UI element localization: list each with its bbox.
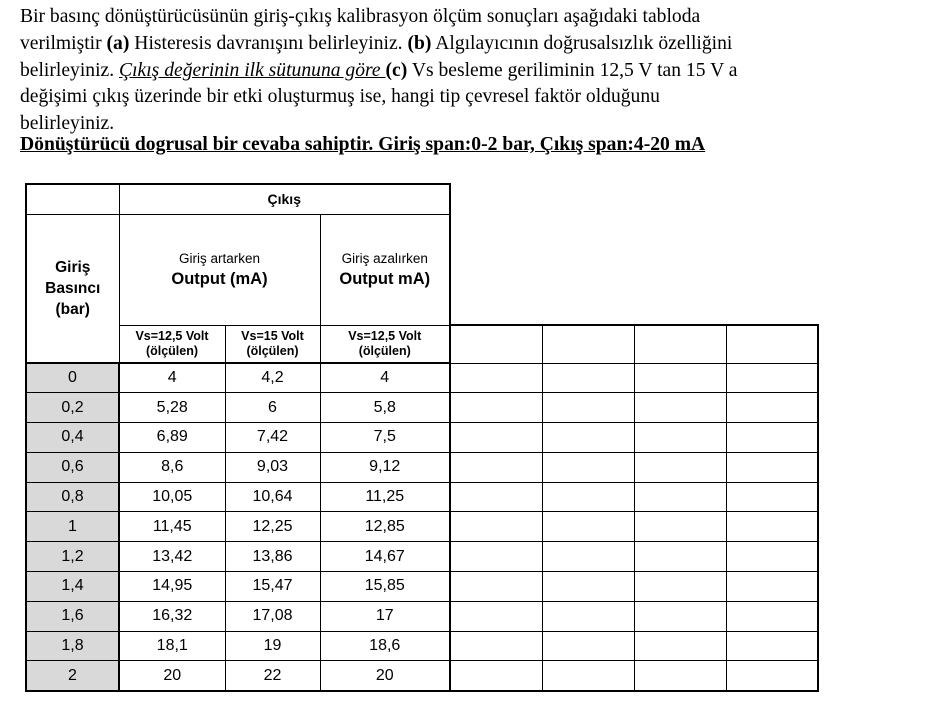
vs-12-5-decreasing-cell: 14,67 xyxy=(320,542,450,572)
empty-cell xyxy=(450,363,542,393)
empty-cell xyxy=(542,393,634,423)
empty-cell xyxy=(634,601,726,631)
table-row xyxy=(26,452,818,482)
input-pressure-cell: 0,8 xyxy=(26,482,119,512)
vs-15-increasing-cell: 6 xyxy=(225,393,320,423)
vs-15-increasing-cell: 4,2 xyxy=(225,363,320,393)
empty-cell xyxy=(726,601,818,631)
empty-cell xyxy=(634,631,726,661)
part-a-label: (a) xyxy=(106,32,130,54)
empty-cell xyxy=(450,393,542,423)
first-column-note: Çıkış değerinin ilk sütununa göre xyxy=(119,59,386,81)
input-pressure-cell: 1,4 xyxy=(26,572,119,602)
empty-cell xyxy=(634,423,726,453)
vs-12-5-increasing-cell: 6,89 xyxy=(119,423,225,453)
table-row xyxy=(26,393,818,423)
empty-cell xyxy=(450,631,542,661)
table-row xyxy=(26,363,818,393)
vs-12-5-decreasing-cell: 9,12 xyxy=(320,452,450,482)
empty-cell xyxy=(542,631,634,661)
empty-cell xyxy=(542,512,634,542)
vs-12-5-increasing-cell: 11,45 xyxy=(119,512,225,542)
vs-15-increasing-cell: 22 xyxy=(225,661,320,691)
empty-cell xyxy=(634,452,726,482)
vs-12-5-decreasing-cell: 11,25 xyxy=(320,482,450,512)
vs-15-increasing-cell: 13,86 xyxy=(225,542,320,572)
vs-15-increasing-cell: 10,64 xyxy=(225,482,320,512)
empty-cell xyxy=(542,572,634,602)
empty-cell xyxy=(726,661,818,691)
input-pressure-cell: 1 xyxy=(26,512,119,542)
input-pressure-cell: 0,2 xyxy=(26,393,119,423)
part-c-label: (c) xyxy=(385,59,408,81)
empty-cell xyxy=(542,542,634,572)
vs-15-increasing-cell: 7,42 xyxy=(225,423,320,453)
question-text xyxy=(20,4,920,138)
table-row xyxy=(26,423,818,453)
vs-12-5-decreasing-cell: 20 xyxy=(320,661,450,691)
empty-cell xyxy=(542,363,634,393)
empty-cell xyxy=(634,325,726,363)
empty-cell xyxy=(542,423,634,453)
vs-15-increasing-cell: 17,08 xyxy=(225,601,320,631)
vs-12-5-increasing-cell: 8,6 xyxy=(119,452,225,482)
input-pressure-cell: 1,2 xyxy=(26,542,119,572)
empty-cell xyxy=(634,482,726,512)
input-pressure-cell: 1,8 xyxy=(26,631,119,661)
empty-cell xyxy=(726,512,818,542)
empty-cell xyxy=(726,542,818,572)
empty-cell xyxy=(634,542,726,572)
question-line-5: belirleyiniz. xyxy=(20,113,115,135)
vs-12-5-decreasing-cell: 5,8 xyxy=(320,393,450,423)
table-row xyxy=(26,512,818,542)
vs-12-5-decreasing-cell: 12,85 xyxy=(320,512,450,542)
question-line-2: verilmiştir (a) Histeresis davranışını belirleyiniz. (b) Algılayıcının doğrusalsızlık özelliğini xyxy=(20,32,733,54)
vs-12-5-decreasing-cell: 15,85 xyxy=(320,572,450,602)
vs-15-increasing-cell: 19 xyxy=(225,631,320,661)
vs-12-5-decreasing-cell: 7,5 xyxy=(320,423,450,453)
empty-cell xyxy=(542,482,634,512)
question-line-1: Bir basınç dönüştürücüsünün giriş-çıkış kalibrasyon ölçüm sonuçları aşağıdaki tabloda xyxy=(20,6,701,27)
blank-corner-cell xyxy=(26,184,119,214)
table-row xyxy=(26,542,818,572)
empty-cell xyxy=(450,325,542,363)
table-row xyxy=(26,661,818,691)
table-row xyxy=(26,631,818,661)
empty-cell xyxy=(726,482,818,512)
table-row xyxy=(26,482,818,512)
vs-12-5-increasing-cell: 20 xyxy=(119,661,225,691)
decreasing-header: Giriş azalırken Output mA) xyxy=(320,214,450,325)
empty-cell xyxy=(542,601,634,631)
question-line-4: değişimi çıkış üzerinde bir etki oluşturmuş ise, hangi tip çevresel faktör olduğunu xyxy=(20,86,660,108)
empty-cell xyxy=(726,423,818,453)
empty-cell xyxy=(450,512,542,542)
empty-cell xyxy=(726,393,818,423)
empty-cell xyxy=(450,661,542,691)
vs-12-5-increasing-cell: 14,95 xyxy=(119,572,225,602)
input-pressure-cell: 2 xyxy=(26,661,119,691)
vs-15-increasing-header: Vs=15 Volt (ölçülen) xyxy=(225,325,320,363)
empty-cell xyxy=(634,363,726,393)
part-b-label: (b) xyxy=(407,32,432,54)
empty-cell xyxy=(634,393,726,423)
input-pressure-cell: 0,6 xyxy=(26,452,119,482)
empty-cell xyxy=(450,601,542,631)
empty-cell xyxy=(542,452,634,482)
empty-cell xyxy=(634,572,726,602)
vs-12-5-decreasing-header: Vs=12,5 Volt (ölçülen) xyxy=(320,325,450,363)
vs-15-increasing-cell: 12,25 xyxy=(225,512,320,542)
input-pressure-header: Giriş Basıncı (bar) xyxy=(26,214,119,363)
empty-cell xyxy=(634,661,726,691)
vs-15-increasing-cell: 9,03 xyxy=(225,452,320,482)
empty-cell xyxy=(726,452,818,482)
increasing-header: Giriş artarken Output (mA) xyxy=(119,214,320,325)
input-pressure-cell: 0,4 xyxy=(26,423,119,453)
empty-cell xyxy=(726,572,818,602)
vs-12-5-increasing-cell: 18,1 xyxy=(119,631,225,661)
question-line-3: belirleyiniz. Çıkış değerinin ilk sütununa göre (c) Vs besleme geriliminin 12,5 V tan 15 V a xyxy=(20,59,738,81)
empty-cell xyxy=(726,325,818,363)
vs-12-5-increasing-cell: 5,28 xyxy=(119,393,225,423)
output-header: Çıkış xyxy=(119,184,450,214)
vs-12-5-increasing-cell: 10,05 xyxy=(119,482,225,512)
linear-response-note: Dönüştürücü dogrusal bir cevaba sahiptir. Giriş span:0-2 bar, Çıkış span:4-20 mA xyxy=(20,134,706,155)
input-pressure-cell: 0 xyxy=(26,363,119,393)
empty-cell xyxy=(450,423,542,453)
vs-12-5-decreasing-cell: 17 xyxy=(320,601,450,631)
empty-cell xyxy=(450,572,542,602)
input-pressure-cell: 1,6 xyxy=(26,601,119,631)
vs-12-5-increasing-cell: 16,32 xyxy=(119,601,225,631)
empty-cell xyxy=(726,363,818,393)
vs-12-5-decreasing-cell: 18,6 xyxy=(320,631,450,661)
empty-cell xyxy=(726,631,818,661)
empty-cell xyxy=(450,542,542,572)
empty-cell xyxy=(450,452,542,482)
vs-15-increasing-cell: 15,47 xyxy=(225,572,320,602)
empty-cell xyxy=(634,512,726,542)
empty-cell xyxy=(450,482,542,512)
table-row xyxy=(26,601,818,631)
vs-12-5-decreasing-cell: 4 xyxy=(320,363,450,393)
empty-cell xyxy=(542,661,634,691)
empty-cell xyxy=(542,325,634,363)
table-row xyxy=(26,572,818,602)
vs-12-5-increasing-cell: 13,42 xyxy=(119,542,225,572)
vs-12-5-increasing-cell: 4 xyxy=(119,363,225,393)
calibration-table xyxy=(25,183,819,692)
vs-12-5-increasing-header: Vs=12,5 Volt (ölçülen) xyxy=(119,325,225,363)
